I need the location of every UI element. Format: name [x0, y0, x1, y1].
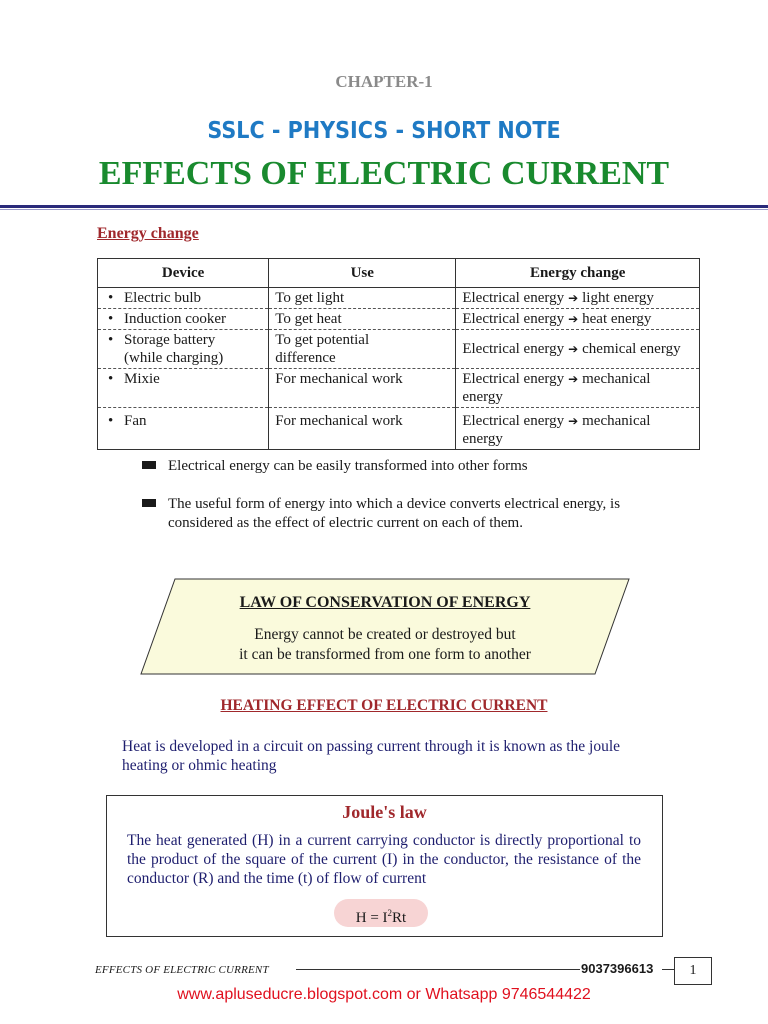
square-bullet-icon: [142, 499, 156, 507]
energy-change-cell: [456, 309, 700, 330]
title-divider: [0, 205, 768, 208]
page-subtitle: SSLC - PHYSICS - SHORT NOTE: [207, 118, 561, 144]
use-cell: For mechanical work: [269, 369, 456, 408]
column-header-device: Device: [98, 259, 269, 288]
chapter-label: CHAPTER-1: [335, 72, 433, 91]
table-row: [98, 330, 700, 369]
footer-phone: 9037396613: [581, 961, 654, 976]
device-cell: [98, 309, 269, 330]
law-title: LAW OF CONSERVATION OF ENERGY: [239, 594, 531, 611]
device-cell: [98, 330, 269, 369]
heating-paragraph: Heat is developed in a circuit on passing current through it is known as the joule heating or ohmic heating: [122, 738, 621, 774]
arrow-right-icon: ➔: [568, 291, 579, 305]
bullet-icon: •: [108, 311, 114, 327]
formula-exponent: 2: [387, 908, 393, 918]
bullet-icon: •: [108, 332, 114, 348]
arrow-right-icon: ➔: [568, 414, 579, 428]
device-name: Storage battery: [124, 332, 216, 348]
device-name: Induction cooker: [124, 311, 227, 327]
square-bullet-icon: [142, 461, 156, 469]
heating-effect-heading: HEATING EFFECT OF ELECTRIC CURRENT: [220, 697, 548, 714]
energy-to: heat energy: [582, 311, 652, 327]
joules-law-text: The heat generated (H) in a current carrying conductor is directly proportional to the product of the square of the current (I) in the conductor, the resistance of the conductor (R) and the time (t) of flow of current: [127, 832, 641, 887]
device-cell: [98, 288, 269, 309]
note-text: The useful form of energy into which a device converts electrical energy, is considered as the effect of electric current on each of them.: [168, 496, 621, 531]
arrow-right-icon: ➔: [568, 312, 579, 326]
note-text: Electrical energy can be easily transformed into other forms: [168, 458, 528, 474]
bullet-icon: •: [108, 413, 114, 429]
law-line-2: it can be transformed from one form to another: [239, 646, 531, 663]
energy-change-cell: [456, 330, 700, 369]
energy-from: Electrical energy: [462, 341, 565, 357]
use-cell: For mechanical work: [269, 408, 456, 450]
energy-change-cell: [456, 369, 700, 408]
energy-from: Electrical energy: [462, 371, 565, 387]
bullet-icon: •: [108, 290, 114, 306]
energy-to: light energy: [582, 290, 654, 306]
title-divider-thin: [0, 209, 768, 210]
table-row: [98, 369, 700, 408]
energy-change-heading: Energy change: [97, 225, 199, 242]
arrow-right-icon: ➔: [568, 342, 579, 356]
page-number: 1: [674, 957, 712, 985]
energy-from: Electrical energy: [462, 290, 565, 306]
energy-to: mechanical energy: [462, 413, 651, 447]
formula-left: H = I: [355, 910, 388, 926]
device-name-note: (while charging): [124, 350, 224, 366]
device-cell: [98, 408, 269, 450]
use-line-1: To get potential: [275, 332, 370, 348]
energy-change-table: [97, 258, 700, 450]
energy-from: Electrical energy: [462, 311, 565, 327]
energy-to: mechanical energy: [462, 371, 651, 405]
device-name: Electric bulb: [124, 290, 202, 306]
table-row: [98, 288, 700, 309]
table-row: [98, 309, 700, 330]
energy-from: Electrical energy: [462, 413, 565, 429]
arrow-right-icon: ➔: [568, 372, 579, 386]
device-name: Mixie: [124, 371, 160, 387]
use-cell: To get light: [269, 288, 456, 309]
page-title: EFFECTS OF ELECTRIC CURRENT: [98, 155, 670, 192]
device-name: Fan: [124, 413, 147, 429]
energy-to: chemical energy: [582, 341, 681, 357]
footer-rule-short: [662, 969, 674, 970]
website-link[interactable]: www.apluseducre.blogspot.com or Whatsapp 9746544422: [177, 986, 591, 1003]
column-header-energy-change: Energy change: [456, 259, 700, 288]
energy-change-cell: [456, 288, 700, 309]
use-cell: To get heat: [269, 309, 456, 330]
joules-law-formula: [334, 899, 428, 927]
device-cell: [98, 369, 269, 408]
column-header-use: Use: [269, 259, 456, 288]
use-cell: [269, 330, 456, 369]
table-row: [98, 408, 700, 450]
table-header-row: [98, 259, 700, 288]
joules-law-title: Joule's law: [342, 802, 427, 822]
law-line-1: Energy cannot be created or destroyed but: [254, 626, 516, 643]
note-item: [168, 457, 668, 476]
use-line-2: difference: [275, 350, 336, 366]
energy-change-cell: [456, 408, 700, 450]
footer-rule: [296, 969, 580, 970]
running-title: EFFECTS OF ELECTRIC CURRENT: [95, 964, 269, 976]
bullet-icon: •: [108, 371, 114, 387]
note-item: [168, 495, 638, 533]
formula-right: Rt: [392, 910, 407, 926]
law-text: [140, 625, 630, 665]
